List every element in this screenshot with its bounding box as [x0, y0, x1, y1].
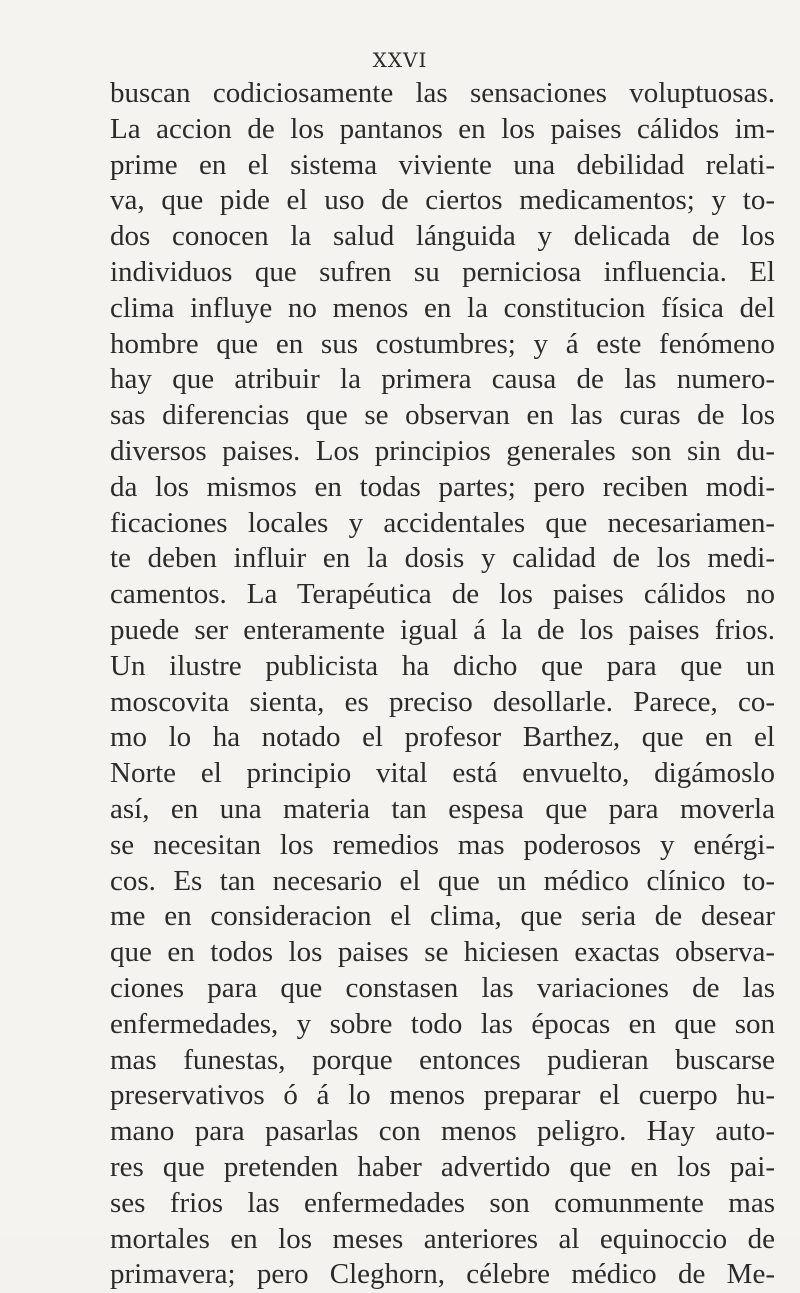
- text-line: que en todos los paises se hiciesen exactas observa-: [110, 936, 775, 969]
- text-line: mas funestas, porque entonces pudieran buscarse: [110, 1043, 775, 1076]
- text-line: mo lo ha notado el profesor Barthez, que en el: [110, 721, 775, 754]
- text-line: Un ilustre publicista ha dicho que para que un: [110, 649, 775, 682]
- text-line: buscan codiciosamente las sensaciones voluptuosas.: [110, 77, 775, 109]
- text-line: Norte el principio vital está envuelto, digámoslo: [110, 757, 775, 790]
- body-text: [110, 76, 775, 1293]
- text-line: dos conocen la salud lánguida y delicada de los: [110, 220, 775, 253]
- text-line: camentos. La Terapéutica de los paises cálidos no: [110, 578, 775, 611]
- text-line: me en consideracion el clima, que seria de desear: [110, 900, 775, 933]
- text-line: clima influye no menos en la constitucion física del: [110, 291, 775, 324]
- text-line: puede ser enteramente igual á la de los paises frios.: [110, 613, 775, 646]
- text-line: así, en una materia tan espesa que para moverla: [110, 792, 775, 825]
- text-line: ficaciones locales y accidentales que necesariamen-: [110, 506, 775, 539]
- text-line: enfermedades, y sobre todo las épocas en que son: [110, 1007, 775, 1040]
- text-line: ses frios las enfermedades son comunmente mas: [110, 1186, 775, 1219]
- text-line: ciones para que constasen las variaciones de las: [110, 971, 775, 1004]
- text-line: preservativos ó á lo menos preparar el cuerpo hu-: [110, 1079, 775, 1112]
- text-line: se necesitan los remedios mas poderosos y enérgi-: [110, 828, 775, 861]
- text-line: La accion de los pantanos en los paises cálidos im-: [110, 112, 775, 145]
- text-line: moscovita sienta, es preciso desollarle. Parece, co-: [110, 685, 775, 718]
- text-line: diversos paises. Los principios generales son sin du-: [110, 434, 775, 467]
- text-line: te deben influir en la dosis y calidad de los medi-: [110, 542, 775, 575]
- text-line: sas diferencias que se observan en las curas de los: [110, 399, 775, 432]
- text-line: individuos que sufren su perniciosa influencia. El: [110, 255, 775, 288]
- text-line: hay que atribuir la primera causa de las numero-: [110, 363, 775, 396]
- text-line: mortales en los meses anteriores al equinoccio de: [110, 1222, 775, 1255]
- text-line: res que pretenden haber advertido que en los pai-: [110, 1150, 775, 1183]
- text-line: cos. Es tan necesario el que un médico clínico to-: [110, 864, 775, 897]
- text-line: hombre que en sus costumbres; y á este fenómeno: [110, 327, 775, 360]
- text-line: primavera; pero Cleghorn, célebre médico de Me-: [110, 1258, 775, 1291]
- text-line: da los mismos en todas partes; pero reciben modi-: [110, 470, 775, 503]
- text-line: mano para pasarlas con menos peligro. Hay auto-: [110, 1115, 775, 1148]
- page-number: XXVI: [372, 48, 428, 72]
- text-line: prime en el sistema viviente una debilidad relati-: [110, 148, 775, 181]
- text-line: va, que pide el uso de ciertos medicamentos; y to-: [110, 184, 775, 217]
